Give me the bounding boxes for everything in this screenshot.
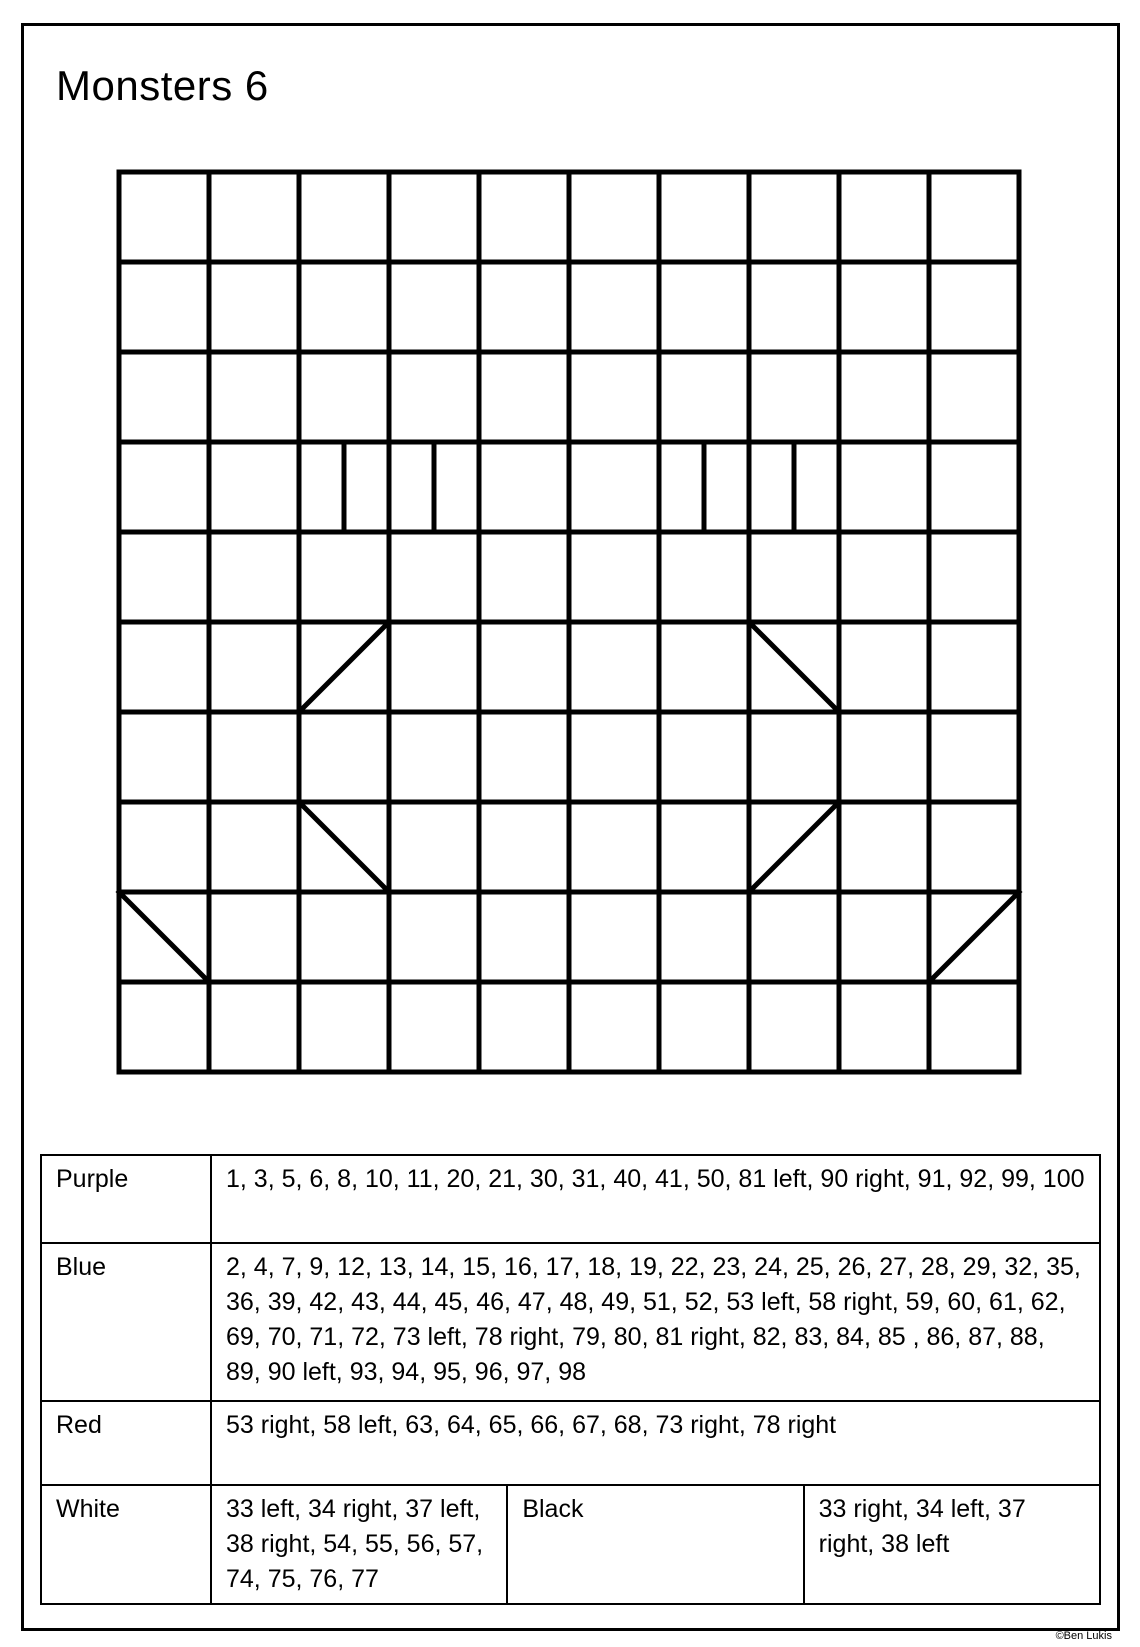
cell-diagonal-line [299,622,389,712]
cell-diagonal-line [119,892,209,982]
page-title: Monsters 6 [56,62,269,109]
key-color-label: Black [507,1485,803,1604]
key-row-white-black [41,1485,1100,1604]
key-cell-list: 2, 4, 7, 9, 12, 13, 14, 15, 16, 17, 18, 19, 22, 23, 24, 25, 26, 27, 28, 29, 32, 35, 36, 39, 42, 43, 44, 45, 46, 47, 48, 49, 51, 52, 53 left, 58 right, 59, 60, 61, 62, 69, 70, 71, 72, 73 left, 78 right, 79, 80, 81 right, 82, 83, 84, 85 , 86, 87, 88, 89, 90 left, 93, 94, 95, 96, 97, 98 [211,1243,1100,1401]
key-color-label: White [41,1485,211,1604]
key-row-red [41,1401,1100,1485]
copyright-credit: ©Ben Lukis [1055,1630,1112,1642]
cell-diagonal-line [749,802,839,892]
cell-diagonal-line [929,892,1019,982]
key-cell-list: 33 left, 34 right, 37 left, 38 right, 54, 55, 56, 57, 74, 75, 76, 77 [211,1485,507,1604]
key-color-label: Blue [41,1243,211,1401]
cell-diagonal-line [749,622,839,712]
key-row-purple [41,1155,1100,1243]
key-cell-list: 33 right, 34 left, 37 right, 38 left [804,1485,1100,1604]
key-cell-list: 53 right, 58 left, 63, 64, 65, 66, 67, 68, 73 right, 78 right [211,1401,1100,1485]
key-color-label: Red [41,1401,211,1485]
key-color-label: Purple [41,1155,211,1243]
key-row-blue [41,1243,1100,1401]
key-cell-list: 1, 3, 5, 6, 8, 10, 11, 20, 21, 30, 31, 40, 41, 50, 81 left, 90 right, 91, 92, 99, 100 [211,1155,1100,1243]
cell-diagonal-line [299,802,389,892]
color-key-table [40,1154,1101,1605]
